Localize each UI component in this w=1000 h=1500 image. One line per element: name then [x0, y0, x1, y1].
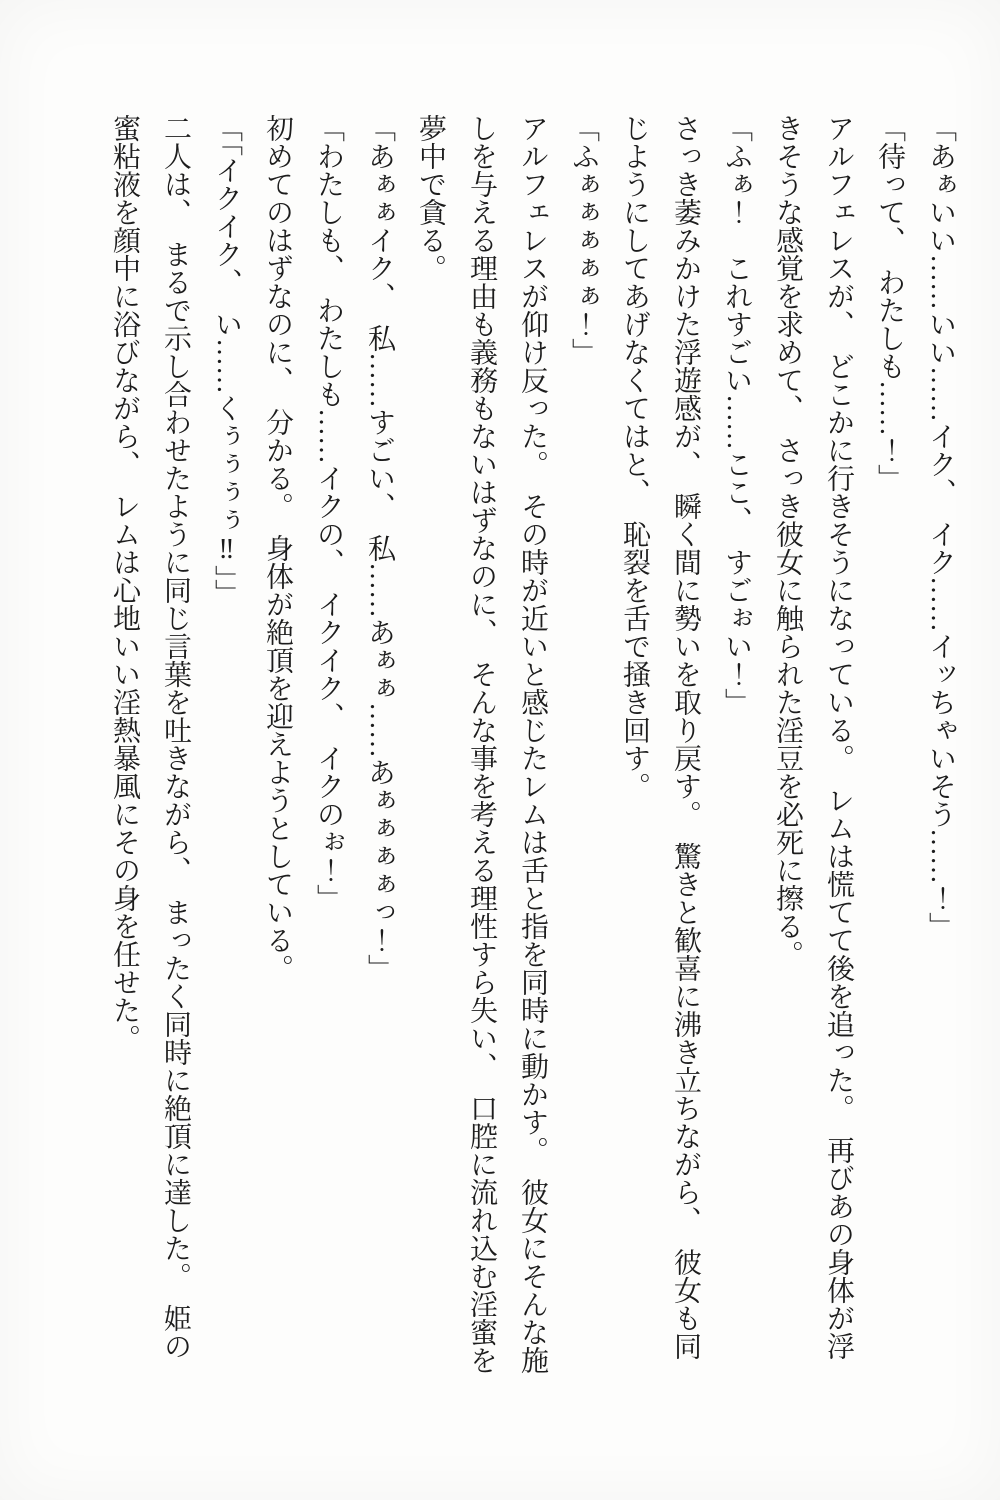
dialogue-paragraph: 「あぁいい……いい……イク、 イク……イッちゃいそう……！」	[925, 114, 956, 940]
vertical-text-block	[86, 114, 966, 1384]
dialogue-paragraph: 「わたしも、 わたしも……イクの、 イクイク、 イクのぉ！」	[313, 114, 344, 912]
narration-paragraph: 二人は、 まるで示し合わせたように同じ言葉を吐きながら、 まったく同時に絶頂に達した。 姫の蜜粘液を顔中に浴びながら、 レムは心地いい淫熱暴風にその身を任せた。	[109, 114, 191, 1360]
narration-paragraph: アルフェレスが仰け反った。 その時が近いと感じたレムは舌と指を同時に動かす。 彼女にそんな施しを与える理由も義務もないはずなのに、 そんな事を考える理性すら失い、 口腔に流れ込む淫蜜を夢中で貪る。	[415, 114, 548, 1374]
narration-paragraph: 初めてのはずなのに、 分かる。 身体が絶頂を迎えようとしている。	[262, 114, 293, 982]
narration-paragraph: アルフェレスが、 どこかに行きそうになっている。 レムは慌てて後を追った。 再びあの身体が浮きそうな感覚を求めて、 さっき彼女に触られた淫豆を必死に擦る。	[772, 114, 854, 1360]
dialogue-paragraph: 「ふぁぁぁぁぁ！」	[568, 114, 599, 366]
dialogue-paragraph: 「「イクイク、 い……くぅぅぅぅ‼」」	[211, 114, 242, 607]
narration-paragraph: さっき萎みかけた浮遊感が、 瞬く間に勢いを取り戻す。 驚きと歓喜に沸き立ちながら、 彼女も同じようにしてあげなくてはと、 恥裂を舌で掻き回す。	[619, 114, 701, 1360]
dialogue-paragraph: 「待って、 わたしも……！」	[874, 114, 905, 492]
dialogue-paragraph: 「あぁぁイク、 私……すごい、 私……あぁぁ……あぁぁぁぁっ！」	[364, 114, 395, 982]
dialogue-paragraph: 「ふぁ！ これすごい……ここ、 すごぉい！」	[721, 114, 752, 716]
